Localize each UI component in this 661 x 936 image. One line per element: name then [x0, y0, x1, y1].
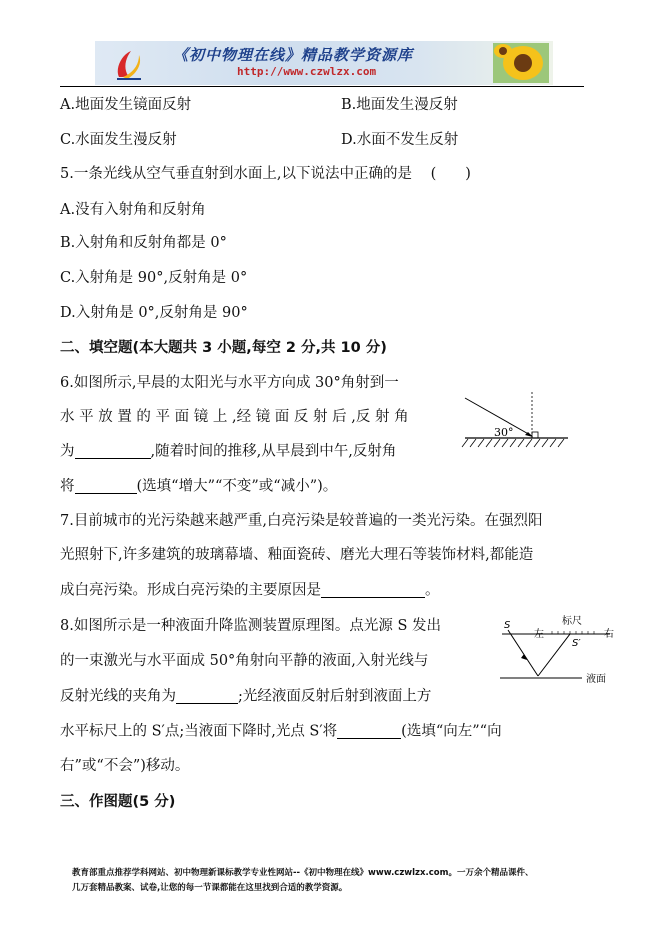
banner-url: http://www.czwlzx.com — [237, 65, 377, 78]
q5-option-c: C.入射角是 90°,反射角是 0° — [60, 270, 248, 286]
header-banner — [95, 41, 553, 85]
q6-line4 — [60, 479, 337, 494]
q8-line2: 的一束激光与水平面成 50°角射向平静的液面,入射光线与 — [60, 653, 429, 669]
q5-stem-text: 5.一条光线从空气垂直射到水面上,以下说法中正确的是 — [60, 166, 412, 182]
q7-line3-prefix: 成白亮污染。形成白亮污染的主要原因是 — [60, 582, 321, 599]
footer-line1: 教育部重点推荐学科网站、初中物理新课标教学专业性网站--《初中物理在线》www.czwlzx.com。一万余个精品课件、 — [72, 868, 534, 878]
q8-line4-prefix: 水平标尺上的 S′点;当液面下降时,光点 S′将 — [60, 723, 338, 740]
q8-blank-1[interactable] — [176, 689, 238, 704]
q5-option-a: A.没有入射角和反射角 — [60, 202, 206, 218]
q7-line2: 光照射下,许多建筑的玻璃幕墙、釉面瓷砖、磨光大理石等装饰材料,都能造 — [60, 547, 534, 563]
q8-liquid-label: 液面 — [586, 674, 606, 685]
q4-option-c: C.水面发生漫反射 — [60, 132, 177, 148]
section2-title: 二、填空题(本大题共 3 小题,每空 2 分,共 10 分) — [60, 340, 387, 356]
q6-line3 — [60, 444, 396, 459]
q6-line3-suffix: ,随着时间的推移,从早晨到中午,反射角 — [150, 443, 397, 460]
q7-blank[interactable] — [321, 583, 425, 598]
header-rule — [60, 86, 584, 87]
q4-option-b: B.地面发生漫反射 — [341, 97, 458, 113]
q8-blank-2[interactable] — [337, 724, 401, 739]
q5-option-d: D.入射角是 0°,反射角是 90° — [60, 305, 248, 321]
q8-line3-suffix: ;光经液面反射后射到液面上方 — [238, 688, 432, 705]
q4-option-a: A.地面发生镜面反射 — [60, 97, 192, 113]
q8-line3-prefix: 反射光线的夹角为 — [60, 688, 176, 705]
q6-line2: 水 平 放 置 的 平 面 镜 上 ,经 镜 面 反 射 后 ,反 射 角 — [60, 409, 409, 425]
sunflower-icon — [493, 43, 549, 83]
q5-stem — [60, 167, 471, 182]
q7-line3-suffix: 。 — [425, 582, 440, 599]
footer-line2: 几万套精品教案、试卷,让您的每一节课都能在这里找到合适的教学资源。 — [72, 883, 348, 893]
q7-line3 — [60, 583, 440, 598]
q6-line4-prefix: 将 — [60, 478, 75, 495]
q6-blank-2[interactable] — [75, 479, 137, 494]
q8-line4 — [60, 724, 502, 739]
q6-mirror-figure — [460, 390, 572, 452]
q8-liquid-level-figure — [494, 612, 626, 688]
q7-line1: 7.目前城市的光污染越来越严重,白亮污染是较普遍的一类光污染。在强烈阳 — [60, 513, 543, 529]
q8-ruler-label: 标尺 — [562, 616, 582, 627]
q6-angle-label: 30° — [494, 426, 514, 439]
q8-line5: 右”或“不会”)移动。 — [60, 758, 190, 774]
banner-title: 《初中物理在线》精品教学资源库 — [173, 46, 414, 64]
q8-right-label: 右 — [604, 629, 614, 640]
q8-left-label: 左 — [534, 629, 544, 640]
q5-option-b: B.入射角和反射角都是 0° — [60, 235, 227, 251]
q6-line3-prefix: 为 — [60, 443, 75, 460]
site-logo-icon — [113, 47, 145, 81]
q6-blank-1[interactable] — [75, 444, 151, 459]
section3-title: 三、作图题(5 分) — [60, 794, 176, 810]
q4-option-d: D.水面不发生反射 — [341, 132, 459, 148]
q5-answer-paren: ( ) — [430, 166, 471, 182]
q6-line1: 6.如图所示,早晨的太阳光与水平方向成 30°角射到一 — [60, 375, 399, 391]
q8-line4-suffix: (选填“向左”“向 — [401, 723, 502, 740]
q8-line3 — [60, 689, 431, 704]
q6-line4-suffix: (选填“增大”“不变”或“减小”)。 — [136, 478, 338, 495]
q8-source-label: S — [504, 620, 511, 631]
q8-spot-label: S′ — [572, 638, 581, 649]
q8-line1: 8.如图所示是一种液面升降监测装置原理图。点光源 S 发出 — [60, 618, 441, 634]
